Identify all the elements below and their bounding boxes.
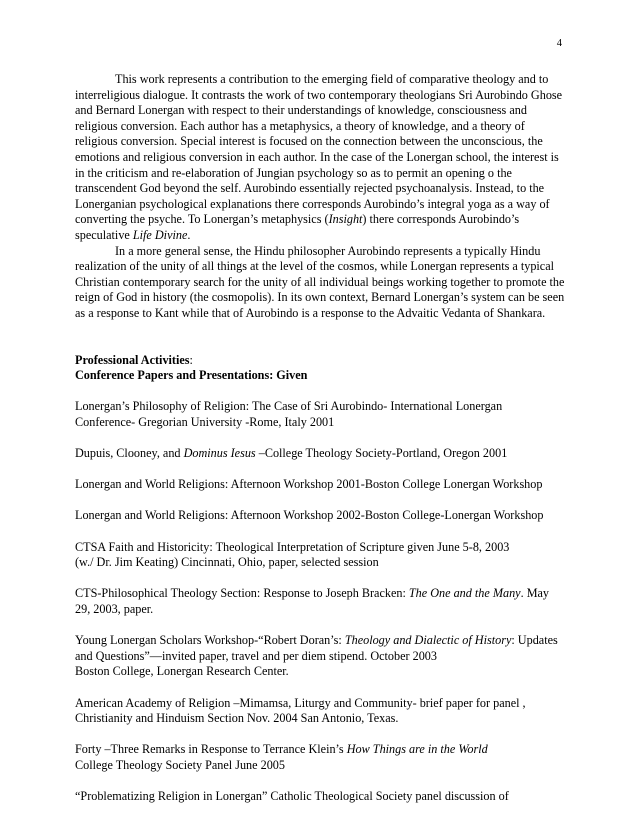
list-item bbox=[75, 477, 565, 493]
entry-line: Boston College, Lonergan Research Center. bbox=[75, 664, 289, 679]
entry-line bbox=[75, 586, 565, 617]
intro-text-mid: ) there corresponds Aurobindo’s speculative bbox=[75, 212, 520, 242]
section-heading-colon: : bbox=[189, 352, 193, 367]
list-item bbox=[75, 399, 565, 430]
entry-text: Dupuis, Clooney, and bbox=[75, 446, 184, 461]
document-body bbox=[75, 72, 565, 805]
section-heading-text: Professional Activities bbox=[75, 352, 190, 367]
entry-line bbox=[75, 633, 565, 664]
entry-text: Forty –Three Remarks in Response to Terrance Klein’s bbox=[75, 742, 347, 757]
entry-line: Christianity and Hinduism Section Nov. 2004 San Antonio, Texas. bbox=[75, 711, 399, 726]
entry-line: Lonergan’s Philosophy of Religion: The Case of Sri Aurobindo- International Lonergan bbox=[75, 399, 503, 414]
entry-text: . May 29, 2003, paper. bbox=[75, 586, 550, 616]
entry-line: American Academy of Religion –Mimamsa, Liturgy and Community- brief paper for panel , bbox=[75, 695, 526, 710]
section-subheading: Conference Papers and Presentations: Given bbox=[75, 368, 308, 383]
section-heading bbox=[75, 353, 565, 369]
list-item bbox=[75, 742, 565, 773]
entry-text: : Updates and Questions”—invited paper, travel and per diem stipend. October 2003 bbox=[75, 633, 558, 663]
page-number: 4 bbox=[556, 38, 562, 49]
entry-line: “Problematizing Religion in Lonergan” Catholic Theological Society panel discussion of bbox=[75, 789, 509, 804]
entry-text: –College Theology Society-Portland, Oregon 2001 bbox=[255, 446, 508, 461]
entry-italic-title: How Things are in the World bbox=[346, 742, 488, 757]
intro-text: This work represents a contribution to the emerging field of comparative theology and to interreligious dialogue. It contrasts the work of two contemporary theologians Sri Aurobindo Ghose and Bernard Lonergan with respect to their understandings of knowledge, consciousness and religious conversion. Each author has a metaphysics, a theory of knowledge, and a theory of religious conversion. Special interest is focused on the connection between the unconscious, the emotions and religious conversion in each author. In the case of the Lonergan school, the interest is in the criticism and re-elaboration of Jungian psychology so as to permit an opening o the transcendent God beyond the self. Aurobindo essentially rejected psychoanalysis. Instead, to the Lonerganian psychological explanations there corresponds Aurobindo’s integral yoga as a way of converting the psyche. To Lonergan’s metaphysics ( bbox=[75, 72, 563, 227]
entry-line: Conference- Gregorian University -Rome, Italy 2001 bbox=[75, 414, 335, 429]
entry-italic-title: Dominus Iesus bbox=[183, 446, 256, 461]
entry-line: College Theology Society Panel June 2005 bbox=[75, 757, 285, 772]
entry-text: Young Lonergan Scholars Workshop-“Robert Doran’s: bbox=[75, 633, 345, 648]
entry-line bbox=[75, 446, 565, 462]
list-item bbox=[75, 540, 565, 571]
list-item bbox=[75, 633, 565, 680]
list-item bbox=[75, 446, 565, 462]
insight-title: Insight bbox=[328, 212, 363, 227]
entry-line: Lonergan and World Religions: Afternoon Workshop 2001-Boston College Lonergan Workshop bbox=[75, 477, 543, 492]
entry-text: CTS-Philosophical Theology Section: Response to Joseph Bracken: bbox=[75, 586, 409, 601]
entry-italic-title: Theology and Dialectic of History bbox=[344, 633, 512, 648]
entry-line: (w./ Dr. Jim Keating) Cincinnati, Ohio, paper, selected session bbox=[75, 555, 379, 570]
list-item bbox=[75, 789, 565, 805]
intro-paragraph bbox=[75, 72, 565, 244]
life-divine-title: Life Divine bbox=[132, 227, 188, 242]
list-item bbox=[75, 696, 565, 727]
entry-line: Lonergan and World Religions: Afternoon Workshop 2002-Boston College-Lonergan Workshop bbox=[75, 508, 544, 523]
intro-text-end: . bbox=[187, 227, 191, 242]
entry-italic-title: The One and the Many bbox=[408, 586, 521, 601]
list-item bbox=[75, 508, 565, 524]
list-item bbox=[75, 586, 565, 617]
entry-line: CTSA Faith and Historicity: Theological Interpretation of Scripture given June 5-8, 2003 bbox=[75, 539, 510, 554]
second-paragraph: In a more general sense, the Hindu philosopher Aurobindo represents a typically Hindu realization of the unity of all things at the level of the cosmos, while Lonergan represents a typical Christian contemporary search for the unity of all individual beings working together to promote the reign of God in history (the cosmopolis). In its own context, Bernard Lonergan’s system can be seen as a response to Kant while that of Aurobindo is a response to the Advaitic Vedanta of Shankara. bbox=[75, 243, 565, 320]
entry-line bbox=[75, 742, 565, 758]
